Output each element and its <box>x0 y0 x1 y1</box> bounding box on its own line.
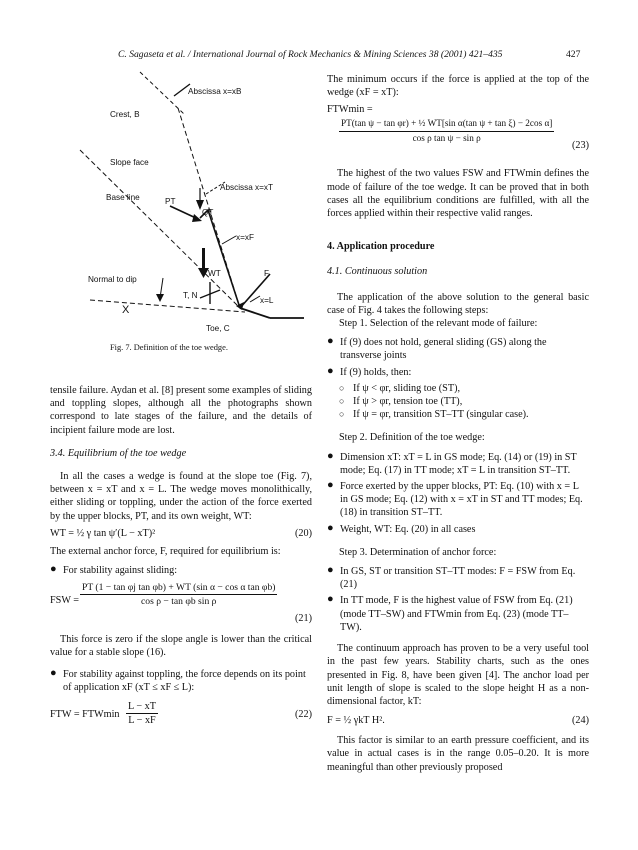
paragraph: This factor is similar to an earth pressure coefficient, and its value in actual cases is in the range 0.05–0.20. It is more meaningful than other previously proposed <box>327 735 589 773</box>
paragraph: The continuum approach has proven to be a very useful tool in the past few years. Stability charts, such as the ones presented in Fig. 8, have been given [4]. The anchor load per unit length of slope is scaled to the slope height H as a non-dimensional factor, kT: <box>327 643 589 707</box>
bullet-item: ● If (9) holds, then: <box>327 364 412 378</box>
equation-text: F = ½ γkT H². <box>327 715 385 727</box>
label-abscissa-xb: Abscissa x=xB <box>188 87 242 96</box>
equation-21: FSW = $\frac{\text{PT (1 − tan φj tan φb) + WT (sin α − cos α tan φb)}}{\text{cos ρ − tan φb sin ρ}}$ (21) <box>50 582 312 625</box>
equation-24 <box>327 714 589 728</box>
step-heading: Step 3. Determination of anchor force: <box>339 546 497 558</box>
equation-number: (23) <box>572 140 589 152</box>
section-heading: 3.4. Equilibrium of the toe wedge <box>50 447 187 459</box>
running-header <box>0 49 638 63</box>
bullet-item: ● Dimension xT: xT = L in GS mode; Eq. (14) or (19) in ST mode; Eq. (17) in TT mode; xT = L in transition ST–TT. <box>327 449 577 476</box>
equation-number: (24) <box>572 715 589 727</box>
label-abscissa-xt: Abscissa x=xT <box>220 183 274 192</box>
xf-tick <box>222 236 236 244</box>
paragraph: This force is zero if the slope angle is lower than the critical value for a stable slope (16). <box>50 634 312 659</box>
paragraph: The highest of the two values FSW and FTWmin defines the mode of failure of the toe wedge. It can be proved that in both cases all the equilibrium conditions are fulfilled, with all the forces applied within their respective valid ranges. <box>327 168 589 220</box>
subsection-heading: 4.1. Continuous solution <box>327 266 428 278</box>
base-line <box>80 150 240 308</box>
running-title: C. Sagaseta et al. / International Journal of Rock Mechanics & Mining Sciences 38 (2001) 421–435 <box>118 49 503 60</box>
step-heading: Step 2. Definition of the toe wedge: <box>339 432 485 444</box>
label-qt: QT <box>202 208 214 217</box>
label-xl: x=L <box>260 296 274 305</box>
figure-caption: Fig. 7. Definition of the toe wedge. <box>110 343 228 352</box>
normal-arrow-head <box>156 294 164 302</box>
label-x: X <box>122 304 130 316</box>
equation-number: (21) <box>295 613 312 625</box>
label-slope-face: Slope face <box>110 158 149 167</box>
xl-tick <box>250 296 260 302</box>
equation-number: (20) <box>295 527 312 539</box>
toe-line <box>240 308 270 318</box>
wt-arrow-shaft <box>202 248 205 270</box>
label-crest: Crest, B <box>110 110 140 119</box>
bullet-item: ● In TT mode, F is the highest value of FSW from Eq. (21) (mode TT–SW) and FTWmin from Eq. (23) (mode TT–TW). <box>327 593 573 633</box>
label-tn: T, N <box>183 291 198 300</box>
equation-20 <box>50 527 312 541</box>
lower-dashed-line <box>90 300 245 312</box>
step-heading: Step 1. Selection of the relevant mode of failure: <box>339 318 538 330</box>
label-f: F <box>264 269 270 278</box>
section-heading: 4. Application procedure <box>327 241 435 253</box>
paragraph: The application of the above solution to the general basic case of Fig. 4 takes the following steps: <box>327 291 589 316</box>
sub-bullet-item: ○ If ψ > φr, tension toe (TT), <box>339 396 463 408</box>
equation-23: FTWmin = $\frac{\text{PT(tan ψ − tan φr) + ½ WT[sin α(tan ψ + tan ξ) − 2cos α]}}{\text{cos ρ tan ψ − sin ρ}}$ (23) <box>327 104 589 152</box>
label-base-line: Base line <box>106 193 140 202</box>
wedge-outline <box>200 210 240 308</box>
sub-bullet-item: ○ If ψ < φr, sliding toe (ST), <box>339 382 461 394</box>
page-number: 427 <box>566 49 581 60</box>
bullet-item: ● For stability against sliding: <box>50 563 178 577</box>
label-wt: WT <box>208 269 221 278</box>
paragraph: tensile failure. Aydan et al. [8] present some examples of sliding and toppling slopes, although all the photographs shown correspond to late stages of the failure, and the details of incipient failure mode are lost. <box>50 385 312 436</box>
label-pt: PT <box>165 197 176 206</box>
bullet-item: ● Weight, WT: Eq. (20) in all cases <box>327 521 476 535</box>
bullet-item: ● In GS, ST or transition ST–TT modes: F = FSW from Eq. (21) <box>327 564 576 591</box>
bullet-item: ● If (9) does not hold, general sliding (GS) along the transverse joints <box>327 335 547 362</box>
bullet-item: ● Force exerted by the upper blocks, PT: Eq. (10) with x = L in GS mode; Eq. (12) with x = xT in ST and TT modes; Eq. (18) in transition ST–TT. <box>327 479 583 519</box>
sub-bullet-item: ○ If ψ = φr, transition ST–TT (singular case). <box>339 409 529 421</box>
figure-toe-wedge <box>60 70 310 360</box>
bullet-item: ● For stability against toppling, the force depends on its point of application xF (xT ≤ xF ≤ L): <box>50 666 306 693</box>
label-xf: x=xF <box>236 233 254 242</box>
equation-22: FTW = FTWmin $\frac{L - xT}{L - xF}$ (22) <box>50 701 312 727</box>
equation-text: WT = ½ γ tan ψ′(L − xT)² <box>50 527 156 539</box>
paragraph: The minimum occurs if the force is applied at the top of the wedge (xF = xT): <box>327 74 589 99</box>
right-column <box>327 73 589 774</box>
equation-number: (22) <box>295 709 312 721</box>
left-column <box>50 384 312 734</box>
paragraph: In all the cases a wedge is found at the slope toe (Fig. 7), between x = xT and x = L. The wedge moves monolithically, either sliding or toppling, under the action of the force exerted by the upper blocks, PT, and its own weight, WT: <box>50 471 312 522</box>
label-normal-to-dip: Normal to dip <box>88 275 137 284</box>
label-toe: Toe, C <box>206 324 230 333</box>
paragraph: The external anchor force, F, required for equilibrium is: <box>50 545 281 557</box>
